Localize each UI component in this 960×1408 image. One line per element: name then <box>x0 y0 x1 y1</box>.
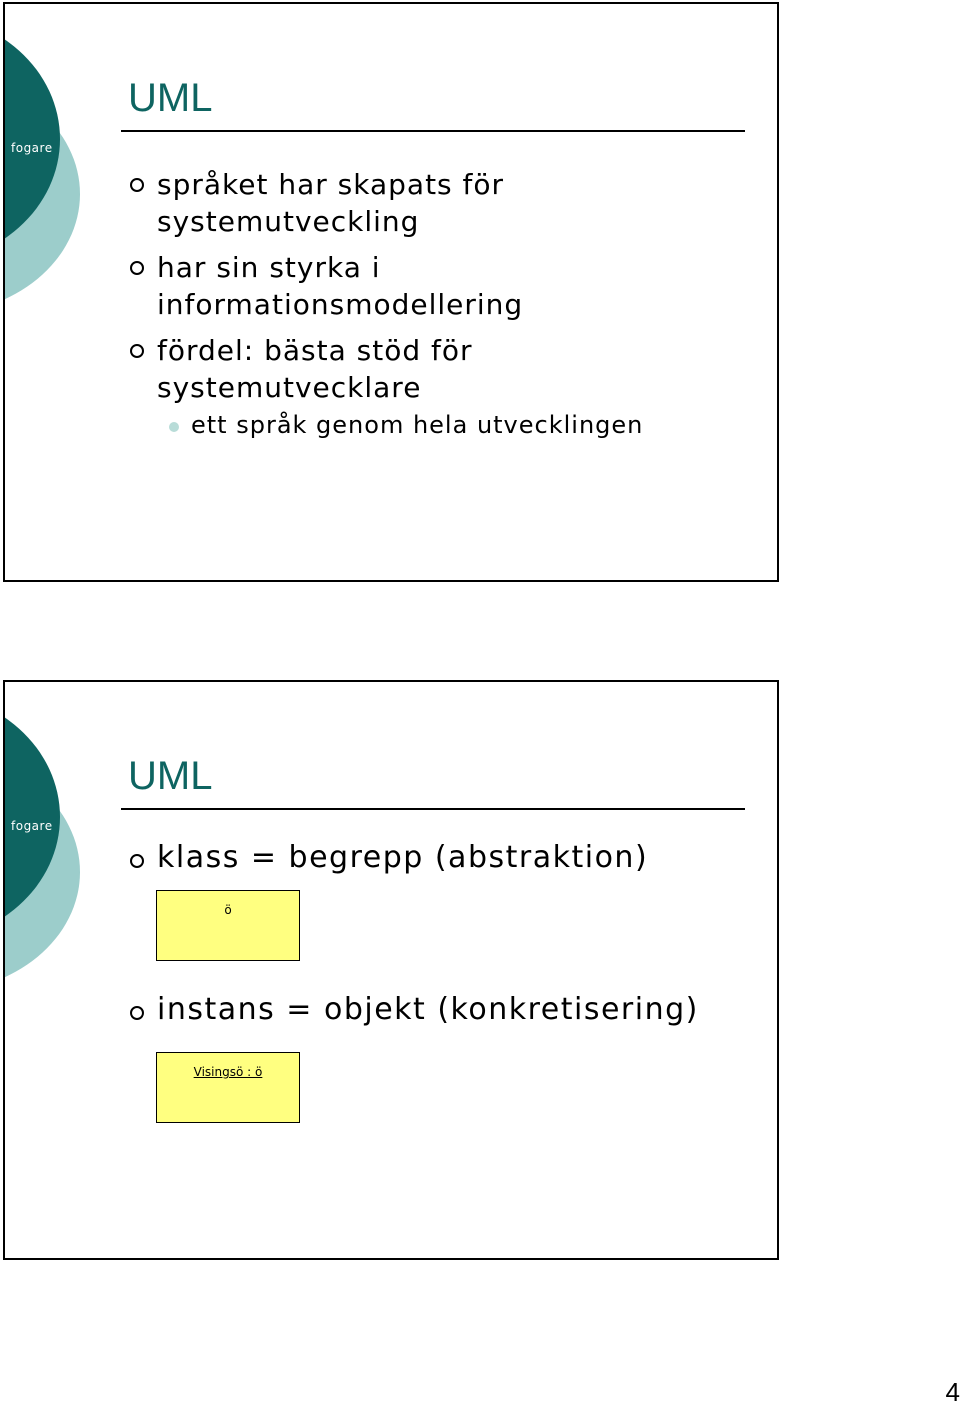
bullet-item-class: klass = begrepp (abstraktion) <box>125 840 648 875</box>
brand-logo: fogare <box>11 141 53 155</box>
slide-title: UML <box>128 754 213 798</box>
uml-object-box: Visingsö : ö <box>156 1052 300 1123</box>
bullet-item-instance: instans = objekt (konkretisering) <box>125 992 699 1027</box>
slide-decoration <box>5 4 105 324</box>
title-divider <box>121 130 745 132</box>
hollow-bullet-icon <box>130 178 144 192</box>
hollow-bullet-icon <box>130 1006 144 1020</box>
bullet-item: har sin styrka i informationsmodellering <box>125 249 765 323</box>
brand-logo: fogare <box>11 819 53 833</box>
bullet-list <box>125 166 765 450</box>
slide-2 <box>3 680 779 1260</box>
hollow-bullet-icon <box>130 261 144 275</box>
hollow-bullet-icon <box>130 854 144 868</box>
uml-class-box: ö <box>156 890 300 961</box>
slide-decoration <box>5 682 105 1002</box>
filled-bullet-icon <box>169 422 179 432</box>
title-divider <box>121 808 745 810</box>
hollow-bullet-icon <box>130 344 144 358</box>
bullet-item: språket har skapats för systemutveckling <box>125 166 765 240</box>
slide-title: UML <box>128 76 213 120</box>
slide-1 <box>3 2 779 582</box>
sub-bullet-item: ett språk genom hela utvecklingen <box>125 409 765 441</box>
bullet-item: fördel: bästa stöd för systemutvecklare <box>125 332 765 406</box>
page-number: 4 <box>945 1377 960 1407</box>
